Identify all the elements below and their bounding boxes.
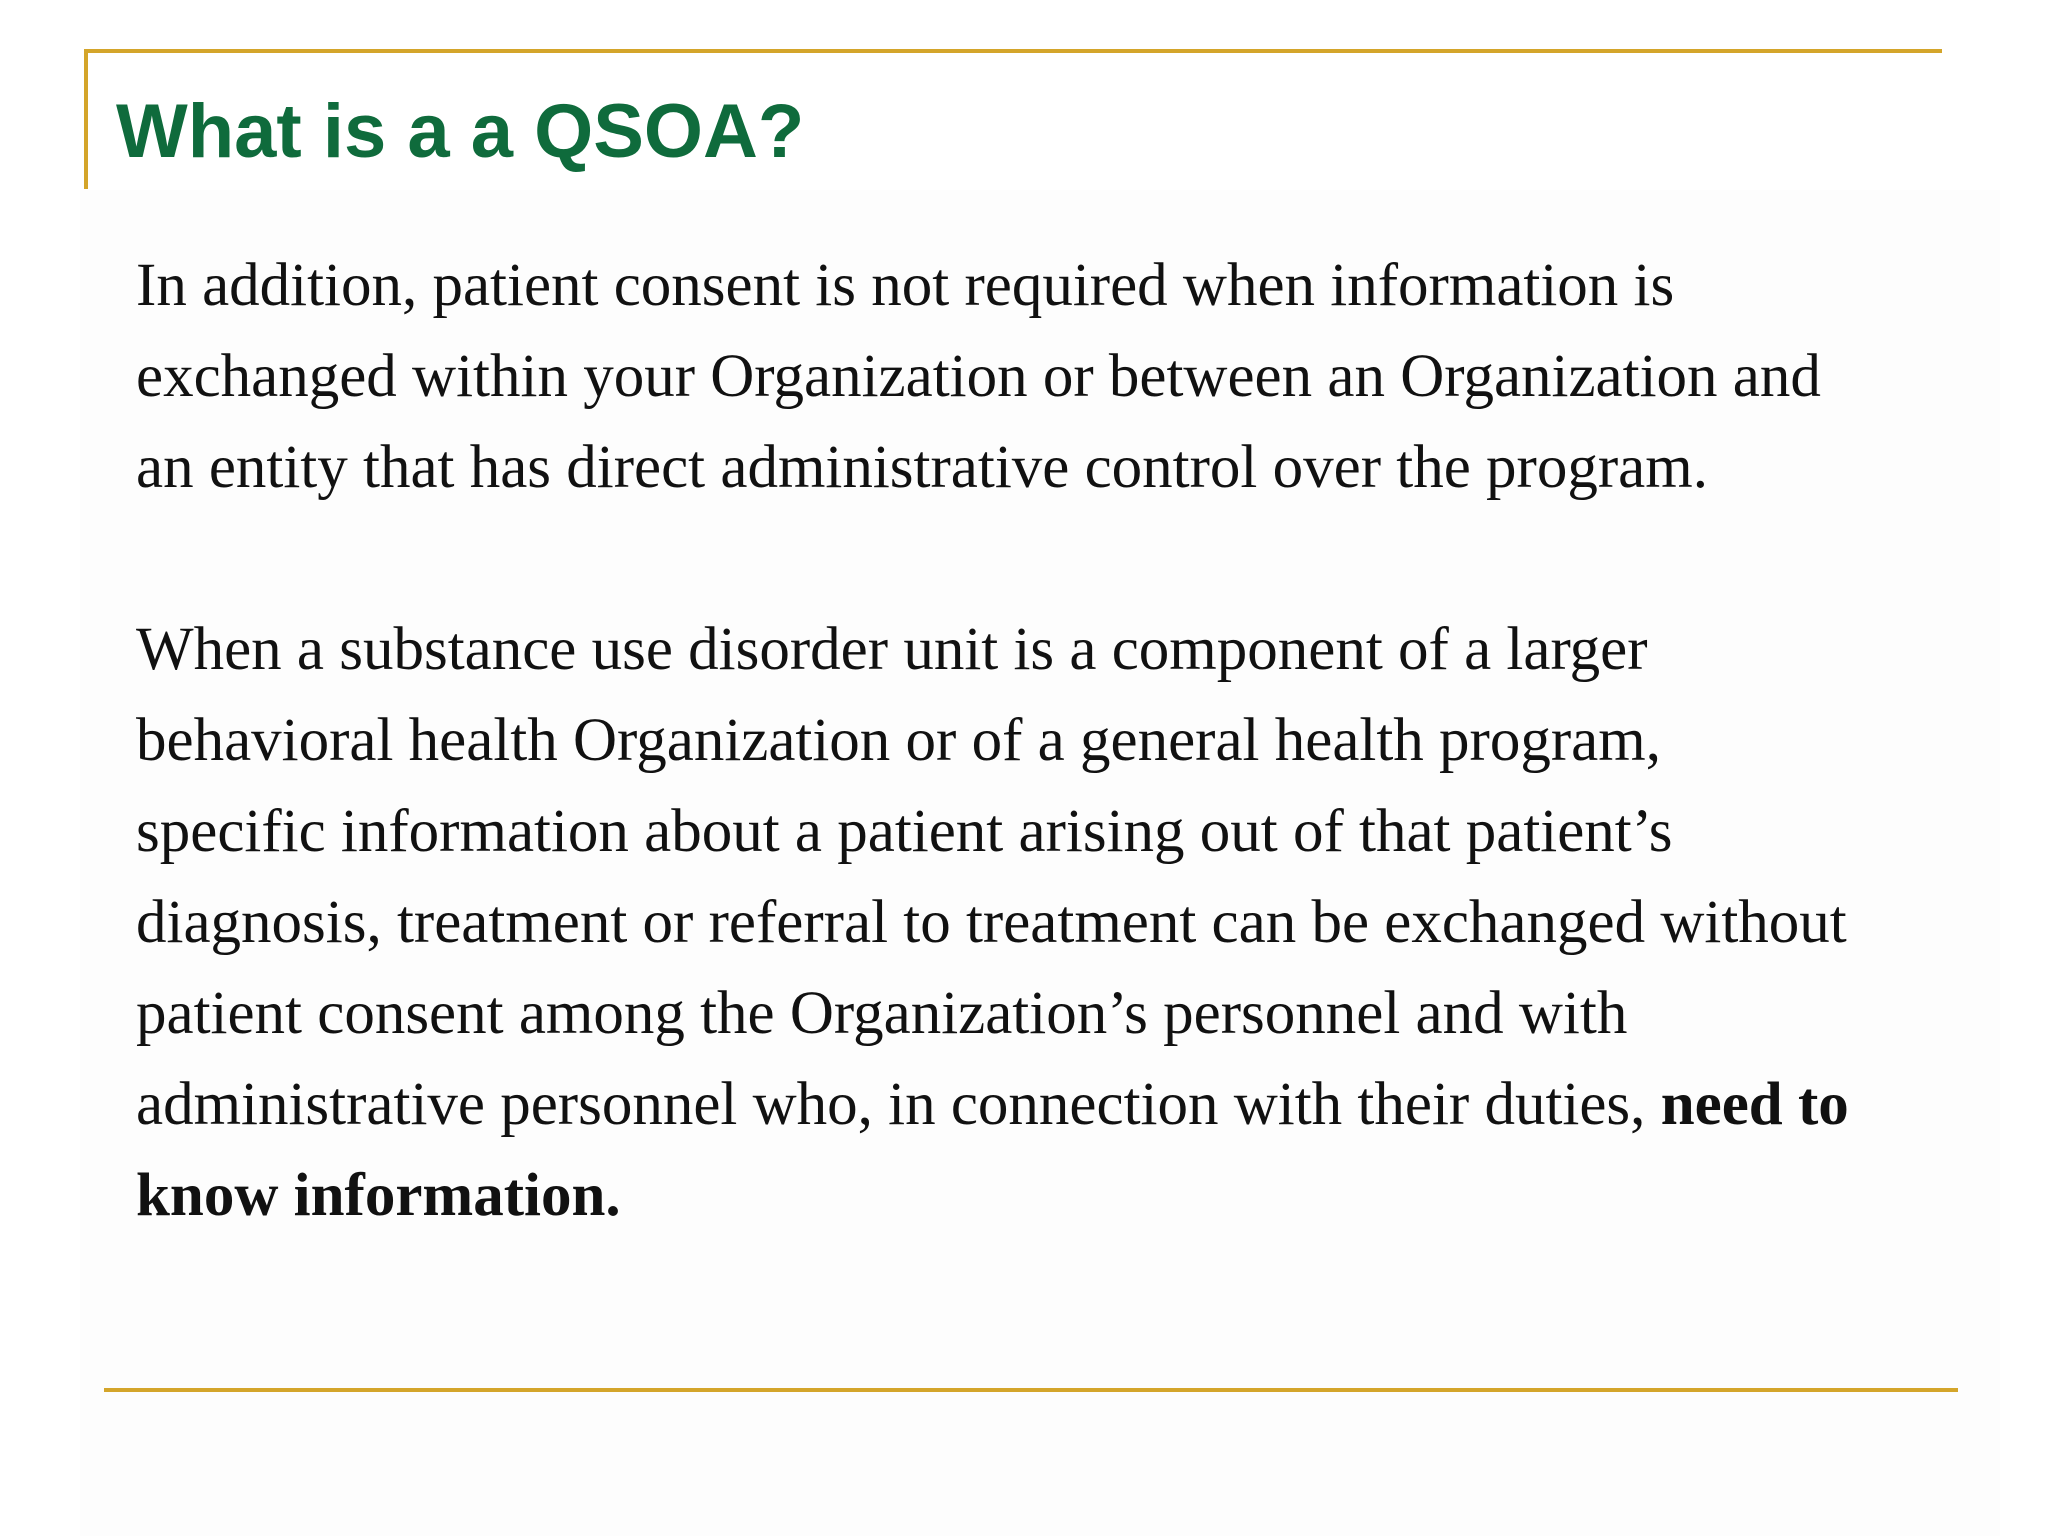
paragraph-gap [136,513,1996,604]
paragraph-2-line-4: diagnosis, treatment or referral to treatment can be exchanged without [136,889,1847,956]
bottom-accent-rule [104,1388,1958,1392]
paragraph-2-line-6 [136,1059,1996,1150]
paragraph-2-line-7-bold: know information. [136,1162,621,1229]
paragraph-1-line-2: exchanged within your Organization or between an Organization and [136,343,1821,410]
slide-title: What is a a QSOA? [116,89,805,174]
slide-body [136,240,1996,1241]
paragraph-2-line-5: patient consent among the Organization’s personnel and with [136,980,1628,1047]
paragraph-2-line-6-regular: administrative personnel who, in connection with their duties, [136,1071,1661,1138]
paragraph-1-line-1: In addition, patient consent is not required when information is [136,252,1675,319]
paragraph-2-line-2: behavioral health Organization or of a general health program, [136,707,1661,774]
paragraph-2-line-1: When a substance use disorder unit is a component of a larger [136,616,1648,683]
paragraph-2-line-3: specific information about a patient arising out of that patient’s [136,798,1673,865]
paragraph-2-line-6-bold: need to [1660,1071,1849,1138]
left-accent-rule [84,49,88,189]
top-accent-rule [84,49,1942,53]
paragraph-1-line-3: an entity that has direct administrative control over the program. [136,434,1708,501]
